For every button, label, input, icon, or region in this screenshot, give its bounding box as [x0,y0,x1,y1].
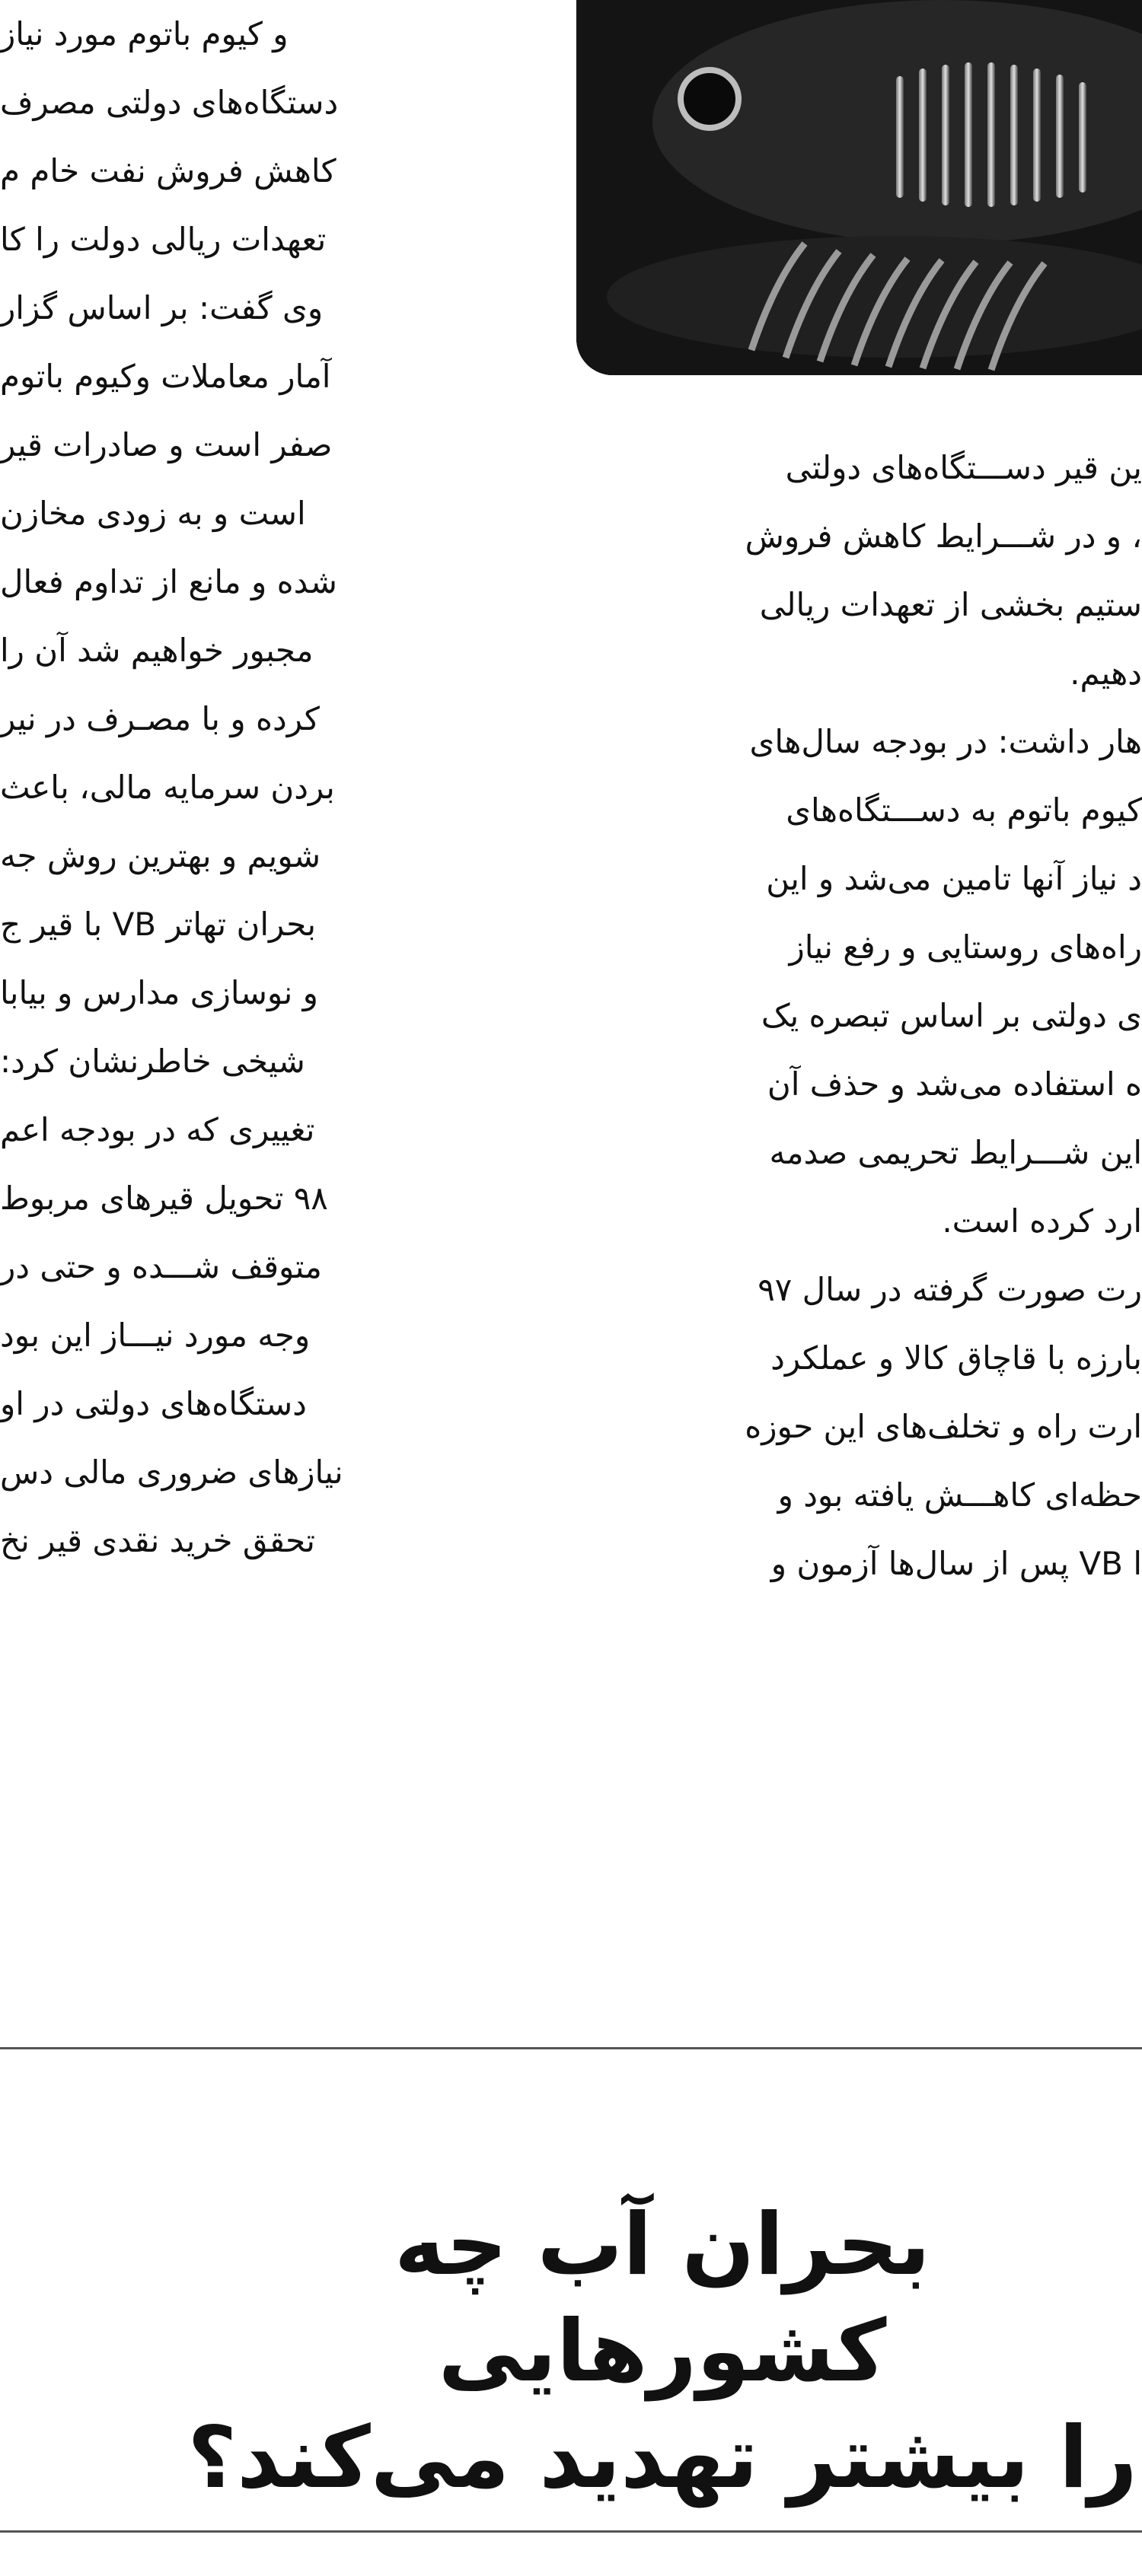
article-column-left [0,0,525,1575]
pipes-illustration [576,0,1142,375]
text-line: تعهدات ریالی دولت را کا [0,221,327,258]
text-line: ا VB پس از سال‌ها آزمون و [770,1545,1142,1582]
text-line: بارزه با قاچاق کالا و عملکرد [770,1339,1142,1377]
divider-bottom [0,2530,1142,2533]
text-line: مجبور خواهیم شد آن را [0,632,314,669]
text-line: شویم و بهترین روش جه [0,837,321,874]
text-line: این شـــرایط تحریمی صدمه [769,1134,1142,1171]
text-line: ستیم بخشی از تعهدات ریالی [759,586,1142,623]
text-line: وجه مورد نیـــاز این بود [0,1317,311,1354]
text-line: ، و در شـــرایط کاهش فروش [745,517,1142,555]
article-photo [576,0,1142,375]
text-line: دهیم. [1070,654,1142,692]
text-line: راه‌های روستایی و رفع نیاز [789,928,1142,966]
text-line: وی گفت: بر اساس گزار [0,289,324,326]
text-line: کیوم باتوم به دســـتگاه‌های [786,791,1142,829]
text-line: متوقف شـــده و حتی در [0,1248,322,1285]
text-line: ین قیر دســـتگاه‌های دولتی [785,449,1142,486]
headline [0,2192,1142,2511]
text-line: صفر است و صادرات قیر [0,426,333,463]
text-line: تغییری که در بودجه اعم [0,1111,315,1148]
text-line: تحقق خرید نقدی قیر نخ [0,1522,315,1559]
headline-line-1: بحران آب چه کشورهایی [394,2195,930,2401]
text-line: نیازهای ضروری مالی دس [0,1454,343,1491]
text-line: ارت راه و تخلف‌های این حوزه [745,1408,1142,1445]
text-line: کرده و با مصـرف در نیر [0,700,320,737]
text-line: رت صورت گرفته در سال ۹۷ [758,1271,1142,1308]
text-line: شده و مانع از تداوم فعال [0,563,337,600]
article-column-right [571,434,1142,1598]
text-line: ی دولتی بر اساس تبصره یک [761,997,1142,1034]
text-line: است و به زودی مخازن [0,495,306,532]
text-line: و کیوم باتوم مورد نیاز [0,15,289,53]
text-line: هار داشت: در بودجه سال‌های [749,723,1142,760]
text-line: ه استفاده می‌شد و حذف آن [767,1065,1142,1103]
text-line: بردن سرمایه مالی، باعث [0,769,335,806]
headline-line-2: را بیشتر تهدید می‌کند؟ [187,2409,1137,2508]
text-line: دستگاه‌های دولتی مصرف [0,84,339,121]
text-line: بحران تهاتر VB با قیر ج [0,906,317,943]
text-line: شیخی خاطرنشان کرد: [0,1043,305,1080]
text-line: دستگاه‌های دولتی در او [0,1385,307,1422]
text-line: د نیاز آنها تامین می‌شد و این [766,860,1142,897]
text-line: حظه‌ای کاهـــش یافته بود و [777,1476,1142,1514]
text-line: کاهش فروش نفت خام م [0,152,337,189]
text-line: ۹۸ تحویل قیرهای مربوط [0,1180,328,1217]
text-line: آمار معاملات وکیوم باتوم [0,358,331,395]
text-line: و نوسازی مدارس و بیابا [0,974,318,1011]
divider-top [0,2047,1142,2049]
text-line: ارد کرده است. [942,1202,1142,1240]
